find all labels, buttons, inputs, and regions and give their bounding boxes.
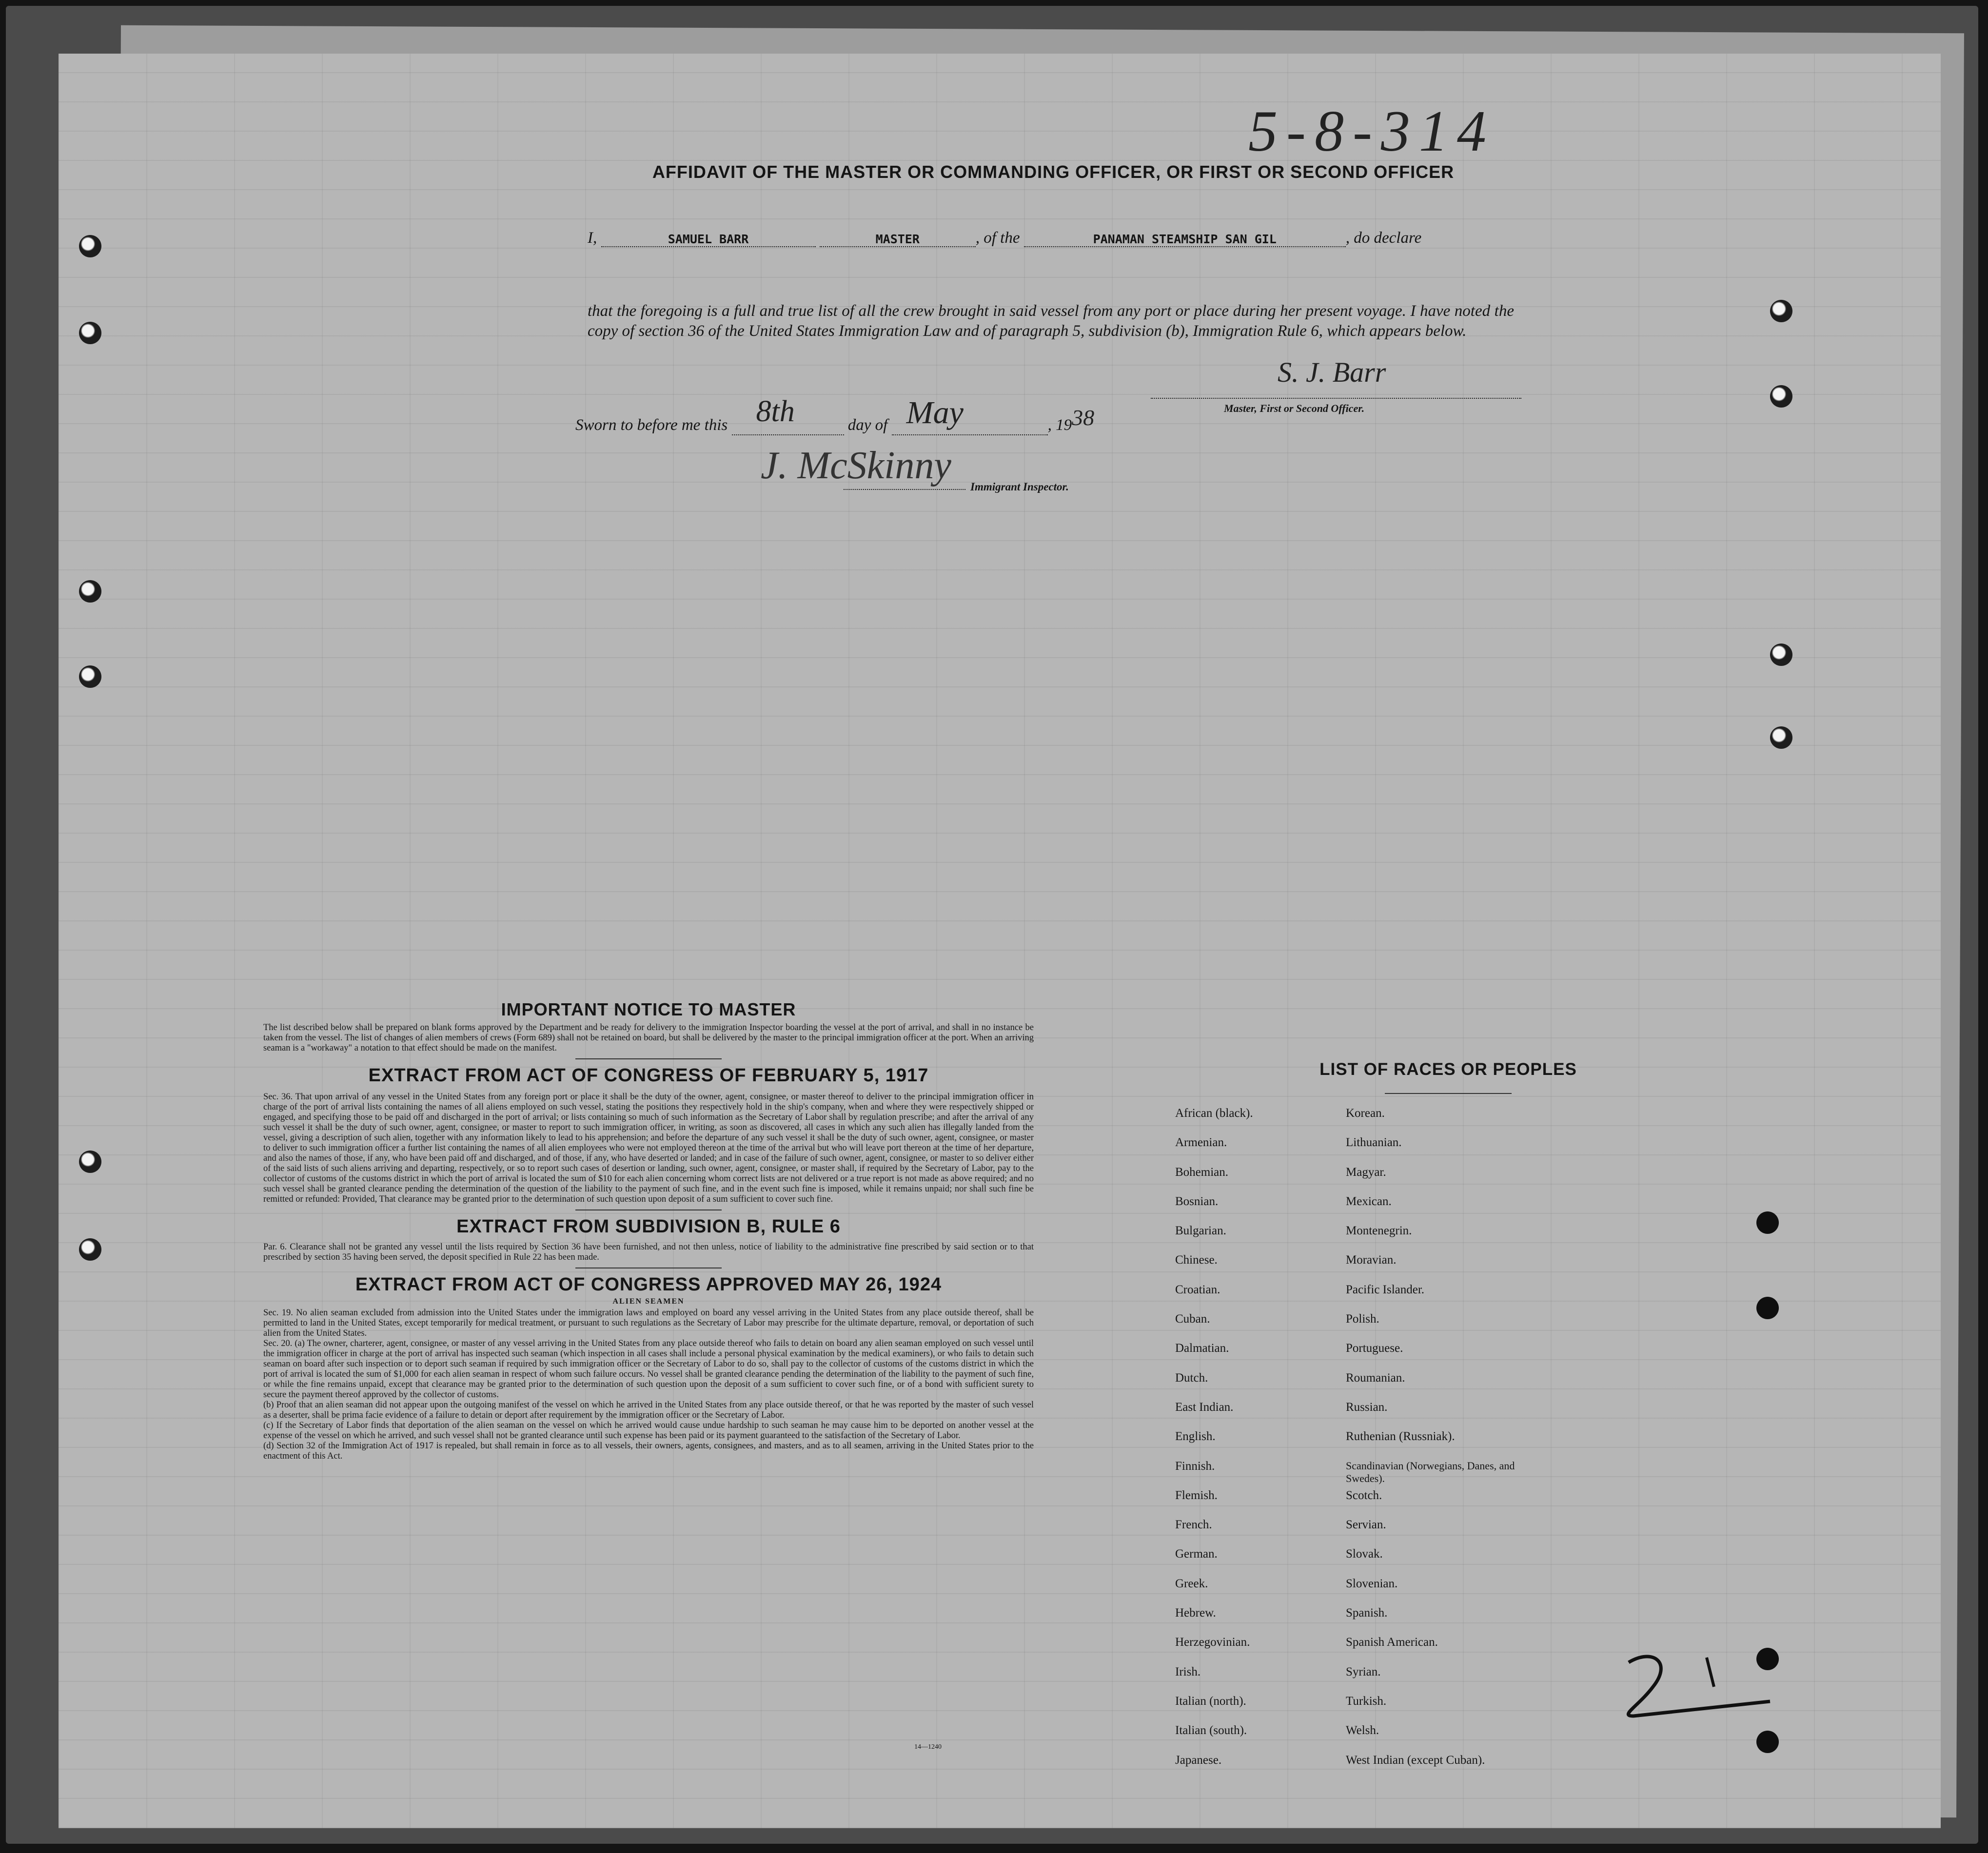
race-item: Japanese. [1175,1753,1222,1767]
day-of-label: day of [847,416,888,434]
race-item: Spanish American. [1346,1636,1438,1649]
race-item: Korean. [1346,1107,1385,1120]
race-item: Italian (south). [1175,1724,1247,1737]
extract-1917-title: EXTRACT FROM ACT OF CONGRESS OF FEBRUARY 5, 1917 [368,1065,929,1086]
races-title: LIST OF RACES OR PEOPLES [1319,1060,1577,1079]
race-item: East Indian. [1175,1400,1234,1414]
inspector-signature-line [844,489,965,490]
master-name-field: SAMUEL BARR [601,232,816,247]
punch-hole [79,322,101,344]
race-item: Magyar. [1346,1165,1386,1179]
race-item: Greek. [1175,1577,1208,1590]
notice-title: IMPORTANT NOTICE TO MASTER [501,999,796,1019]
punch-hole [1770,644,1792,666]
race-item: English. [1175,1430,1216,1443]
races-title-rule [1385,1093,1512,1094]
race-item: Slovenian. [1346,1577,1398,1590]
extract-1924-subtitle: ALIEN SEAMEN [612,1297,685,1306]
race-item: Chinese. [1175,1253,1218,1267]
extract-rule6-title: EXTRACT FROM SUBDIVISION B, RULE 6 [456,1216,841,1237]
sworn-year: 38 [1072,405,1095,430]
master-signature: S. J. Barr [1278,356,1386,388]
race-item: Bosnian. [1175,1194,1219,1208]
race-item: Syrian. [1346,1665,1381,1678]
race-item: German. [1175,1547,1218,1561]
punch-hole [1756,1297,1779,1319]
inspector-signature: J. McSkinny [761,444,951,487]
race-item: Mexican. [1346,1194,1392,1208]
of-the-label: , of the [975,229,1020,247]
document-sheet [59,54,1941,1828]
race-item: Bohemian. [1175,1165,1229,1179]
extract-1924-sec20c: (c) If the Secretary of Labor finds that deportation of the alien seaman on the vessel on which he arrived would cause undue hardship to such seaman he may cause him to be deported on another vessel at the expense of the vessel on which he arrived, and such vessel shall not be granted clearance until such expense has been paid or its payment guaranteed to the satisfaction of the Secretary of Labor. [263,1421,1034,1441]
notice-text: The list described below shall be prepared on blank forms approved by the Department and be ready for delivery to the immigration Inspector boarding the vessel at the port of arrival, and shall in no instance be taken from the vessel. The list of changes of alien members of crews (Form 689) shall not be retained on board, but shall be delivered by the master to the principal immigration officer at the port. When an arriving seaman is a "workaway" a notation to that effect should be made on the manifest. [263,1023,1034,1053]
punch-hole [79,235,101,257]
race-item: African (black). [1175,1107,1253,1120]
race-item: Italian (north). [1175,1694,1246,1708]
punch-hole [79,580,101,603]
extract-1924-sec19: Sec. 19. No alien seaman excluded from admission into the United States under the immigration laws and employed on board any vessel arriving in the United States from any place outside thereof, shall be permitted to land in the United States, except temporarily for medical treatment, or pursuant to such regulations as the Secretary of Labor may prescribe for the ultimate departure, removal, or deportation of such alien from the United States. [263,1308,1034,1338]
sworn-prefix: Sworn to before me this [575,416,728,434]
affidavit-body: that the foregoing is a full and true list of all the crew brought in said vessel from any port or place during her present voyage. I have noted the copy of section 36 of the United States Immigration Law and of paragraph 5, subdivision (b), Immigration Rule 6, which appears below. [588,302,1514,340]
extract-1924-sec20d: (d) Section 32 of the Immigration Act of 1917 is repealed, but shall remain in force as to all vessels, their owners, agents, consignees, and masters, and as to all seamen, arriving in the United States prior to the enactment of this Act. [263,1441,1034,1461]
race-item: Croatian. [1175,1283,1220,1296]
race-item: West Indian (except Cuban). [1346,1753,1485,1767]
punch-hole [1770,385,1792,408]
race-item: Turkish. [1346,1694,1387,1708]
punch-hole [79,1151,101,1173]
races-left-column [1175,1107,1253,1783]
race-item: Armenian. [1175,1136,1227,1150]
punch-hole [79,665,101,688]
punch-hole [1770,300,1792,322]
pen-mark [1609,1643,1785,1726]
extract-1924-title: EXTRACT FROM ACT OF CONGRESS APPROVED MAY 26, 1924 [355,1274,942,1295]
extract-1924-sec20b: (b) Proof that an alien seaman did not appear upon the outgoing manifest of the vessel on which he arrived in the United States from any place outside thereof, or that he was reported by the master of such vessel as a deserter, shall be prima facie evidence of a failure to detain or deport after requirement by the immigration officer or the Secretary of Labor. [263,1400,1034,1420]
race-item: Servian. [1346,1518,1386,1532]
race-item: Herzegovinian. [1175,1636,1250,1649]
signature-line [1151,398,1521,399]
punch-hole [1756,1731,1779,1753]
race-item: Pacific Islander. [1346,1283,1425,1296]
race-item: Slovak. [1346,1547,1383,1561]
sworn-line [575,395,1095,435]
race-item: Ruthenian (Russniak). [1346,1430,1455,1443]
punch-hole [1756,1211,1779,1234]
inspector-label: Immigrant Inspector. [970,481,1069,493]
punch-hole [79,1238,101,1261]
race-item: Finnish. [1175,1459,1215,1473]
rank-field: MASTER [820,232,976,247]
race-item: Montenegrin. [1346,1224,1412,1238]
divider [575,1058,722,1059]
vessel-field: PANAMAN STEAMSHIP SAN GIL [1024,232,1346,247]
race-item: Cuban. [1175,1312,1210,1326]
race-item: Moravian. [1346,1253,1397,1267]
race-item: Hebrew. [1175,1606,1216,1620]
year-prefix: , 19 [1047,416,1072,434]
declare-label: , do declare [1345,229,1422,247]
race-item: Dutch. [1175,1371,1208,1385]
races-right-column [1346,1107,1551,1783]
extract-1917-text: Sec. 36. That upon arrival of any vessel in the United States from any foreign port or place it shall be the duty of the owner, agent, consignee, or master thereof to deliver to the principal immigration officer in charge of the port of arrival lists containing the names of all aliens employed on such vessel, stating the positions they respectively hold in the ship's company, when and where they were respectively shipped or engaged, and specifying those to be paid off and discharged in the port of arrival; or lists containing so much of such information as the Secretary of Labor shall by regulation prescribe; and after the arrival of any such vessel it shall be the duty of such owner, agent, consignee, or master to report to such immigration officer, in writing, as soon as discovered, all cases in which any such alien has illegally landed from the vessel, giving a description of such alien, together with any information likely to lead to his apprehension; and before the departure of any such vessel it shall be the duty of such owner, agent, consignee, or master to deliver to such immigration officer a further list containing the names of all alien employees who were not employed thereon at the time of the arrival but who will leave port thereon at the time of her departure, and also the names of those, if any, who have been paid off and discharged, and of those, if any, who have deserted or landed; and in case of the failure of such owner, agent, consignee, or master to so deliver either of the said lists of such aliens arriving and departing, respectively, or so to report such cases of desertion or landing, such owner, agent, consignee, or master shall, if required by the Secretary of Labor, pay to the collector of customs of the customs district in which the port of arrival is located the sum of $10 for each alien concerning whom correct lists are not delivered or a true report is not made as above required; and no such vessel shall be granted clearance pending the determination of the question of the liability to the payment of such fine, and in the event such fine is imposed, while it remains unpaid; nor shall such fine be remitted or refunded: Provided, That clearance may be granted prior to the determination of such question upon deposit of a sum sufficient to cover such fine. [263,1092,1034,1204]
sworn-month: May [906,395,964,430]
sworn-day: 8th [756,395,795,428]
extract-1924-sec20a: Sec. 20. (a) The owner, charterer, agent, consignee, or master of any vessel arriving in the United States from any place outside thereof who fails to detain on board any alien seaman employed on such vessel until the immigration officer in charge at the port of arrival has inspected such seaman (which inspection in all cases shall include a personal physical examination by the medical examiners), or who fails to detain such seaman on board after such inspection or to deport such seaman if required by such immigration officer or the Secretary of Labor to do so, shall pay to the collector of customs of the customs district in which the port of arrival is located the sum of $1,000 for each alien seaman in respect of whom such failure occurs. No vessel shall be granted clearance pending the determination of the liability to the payment of such fine, or while the fine remains unpaid, except that clearance may be granted prior to the determination of such question upon the deposit of a sum sufficient to cover such fine, or of a bond with sufficient surety to secure the payment thereof approved by the collector of customs. [263,1339,1034,1400]
form-number: 14—1240 [914,1743,942,1751]
race-item: Russian. [1346,1400,1388,1414]
race-item: Lithuanian. [1346,1136,1402,1150]
race-item: Scandinavian (Norwegians, Danes, and Swedes). [1346,1459,1515,1484]
extract-rule6-text: Par. 6. Clearance shall not be granted any vessel until the lists required by Section 36 have been furnished, and not then unless, notice of liability to the administrative fine prescribed by said section or to that prescribed by section 35 having been served, the deposit specified in Rule 22 has been made. [263,1242,1034,1262]
race-item: Roumanian. [1346,1371,1405,1385]
race-item: Portuguese. [1346,1342,1403,1355]
race-item: Flemish. [1175,1488,1218,1502]
race-item: Bulgarian. [1175,1224,1226,1238]
sworn-day-field [732,395,844,435]
divider [575,1209,722,1210]
signature-label: Master, First or Second Officer. [1224,402,1365,414]
affidavit-title: AFFIDAVIT OF THE MASTER OR COMMANDING OFFICER, OR FIRST OR SECOND OFFICER [652,162,1455,182]
race-item: Scotch. [1346,1488,1382,1502]
race-item: Polish. [1346,1312,1379,1326]
sworn-month-field [892,395,1048,435]
file-number: 5-8-314 [1248,98,1495,163]
punch-hole [1770,726,1792,749]
race-item: Dalmatian. [1175,1342,1229,1355]
race-item: French. [1175,1518,1212,1532]
race-item: Welsh. [1346,1724,1379,1737]
notice-section [263,999,1034,1462]
race-item: Irish. [1175,1665,1201,1678]
pronoun: I, [588,229,597,247]
declaration-line [588,229,1421,247]
race-item: Spanish. [1346,1606,1388,1620]
